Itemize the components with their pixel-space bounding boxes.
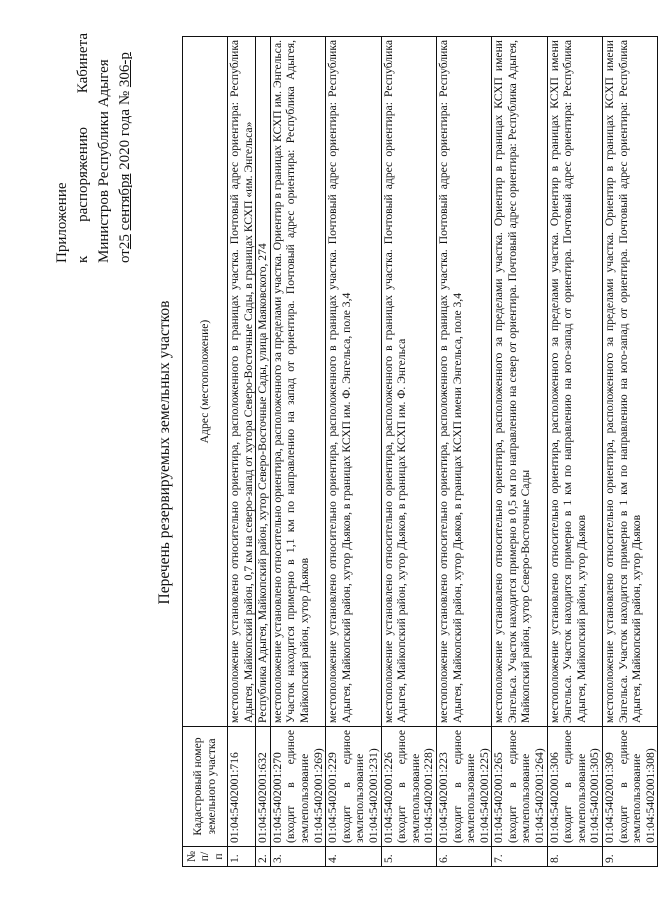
table-row (603, 37, 658, 867)
date-prefix: от (117, 249, 133, 263)
row-cadastral: 01:04:5402001:226 (входит в единое землепользование 01:04:5402001:228) (381, 727, 436, 847)
row-cadastral: 01:04:5402001:229 (входит в единое землепользование 01:04:5402001:231) (326, 727, 381, 847)
row-address: местоположение установлено относительно ориентира, расположенного за пределами участка. Ориентир в границах КСХП имени Энгельса. Участок находится примерно в 0,5 км по направлению на север от ориентира. Почтовый адрес ориентира: Республика Адыгея, Майкопский район, хутор Северо-Восточные Сады (492, 37, 547, 727)
row-num: 3. (270, 847, 325, 867)
appendix-line-3: Министров Республики Адыгея (96, 59, 112, 263)
table-row (381, 37, 436, 867)
row-address: местоположение установлено относительно ориентира, расположенного в границах участка. Почтовый адрес ориентира: Республика Адыгея, Майкопский район, хутор Дьяков, в границах КСХП имени Энгельса, поле 3,4 (436, 37, 491, 727)
row-num: 5. (381, 847, 436, 867)
document-title: Перечень резервируемых земельных участков (156, 300, 173, 605)
row-cadastral: 01:04:5402001:632 (256, 727, 271, 847)
row-address: местоположение установлено относительно ориентира, расположенного в границах участка. Почтовый адрес ориентира: Республика Адыгея, Майкопский район, хутор Дьяков, в границах КСХП им. Ф. Энгельса (381, 37, 436, 727)
row-address: местоположение установлено относительно ориентира, расположенного в границах участка. Почтовый адрес ориентира: Республика Адыгея, Майкопский район, хутор Дьяков, в границах КСХП им. Ф. Энгельса, поле 3,4 (326, 37, 381, 727)
row-cadastral: 01:04:5402001:223 (входит в единое землепользование 01:04:5402001:225) (436, 727, 491, 847)
row-address: местоположение установлено относительно ориентира, расположенного за пределами участка. Ориентир в границах КСХП имени Энгельса. Участок находится примерно в 1 км по направлению на юго-запад от ориентира. Почтовый адрес ориентира: Республика Адыгея, Майкопский район, хутор Дьяков (547, 37, 602, 727)
row-num: 4. (326, 847, 381, 867)
appendix-line-4 (115, 33, 136, 263)
row-cadastral: 01:04:5402001:265 (входит в единое землепользование 01:04:5402001:264) (492, 727, 547, 847)
order-number: 306-р (117, 52, 133, 88)
date-month: сентября (117, 173, 133, 231)
appendix-line-2b: распоряжению (75, 127, 91, 222)
date-day: 25 (117, 234, 133, 250)
table-row (256, 37, 271, 867)
header-num: № п/п (183, 847, 228, 867)
appendix-title: Приложение (54, 182, 70, 263)
table-row (270, 37, 325, 867)
appendix-block (52, 33, 136, 263)
row-address: местоположение установлено относительно ориентира, расположенного в границах участка. Почтовый адрес ориентира: Республика Адыгея, Майкопский район, 0,7 км на северо-запад от хутора Северо-Восточные Сады, в границах КСХП «им. Энгельса» (228, 37, 256, 727)
row-num: 7. (492, 847, 547, 867)
row-cadastral: 01:04:5402001:309 (входит в единое землепользование 01:04:5402001:308) (603, 727, 658, 847)
table-row (228, 37, 256, 867)
row-num: 8. (547, 847, 602, 867)
row-address: местоположение установлено относительно ориентира, расположенного за пределами участка. Ориентир в границах КСХП имени Энгельса. Участок находится примерно в 1 км по направлению на юго-запад от ориентира. Почтовый адрес ориентира: Республика Адыгея, Майкопский район, хутор Дьяков (603, 37, 658, 727)
row-num: 9. (603, 847, 658, 867)
header-cadastral: Кадастровый номер земельного участка (183, 727, 228, 847)
row-cadastral: 01:04:5402001:716 (228, 727, 256, 847)
appendix-line-2c: Кабинета (75, 33, 91, 94)
table-row (326, 37, 381, 867)
table-header-row (183, 37, 228, 867)
table-row (436, 37, 491, 867)
row-cadastral: 01:04:5402001:306 (входит в единое землепользование 01:04:5402001:305) (547, 727, 602, 847)
parcels-table (182, 36, 658, 867)
row-num: 2. (256, 847, 271, 867)
row-address: Республика Адыгея, Майкопский район, хутор Северо-Восточные Сады, улица Маяковского, 274 (256, 37, 271, 727)
row-num: 1. (228, 847, 256, 867)
row-address: местоположение установлено относительно ориентира, расположенного за пределами участка. Ориентир в границах КСХП им. Энгельса. Участок находится примерно в 1,1 км по направлению на запад от ориентира. Почтовый адрес ориентира: Республика Адыгея, Майкопский район, хутор Дьяков (270, 37, 325, 727)
header-address: Адрес (местоположение) (183, 37, 228, 727)
appendix-line-2 (73, 33, 94, 263)
table-row (492, 37, 547, 867)
table-row (547, 37, 602, 867)
row-cadastral: 01:04:5402001:270 (входит в единое землепользование 01:04:5402001:269) (270, 727, 325, 847)
date-mid: 2020 года № (117, 87, 133, 174)
appendix-line-2a: к (75, 255, 91, 263)
row-num: 6. (436, 847, 491, 867)
